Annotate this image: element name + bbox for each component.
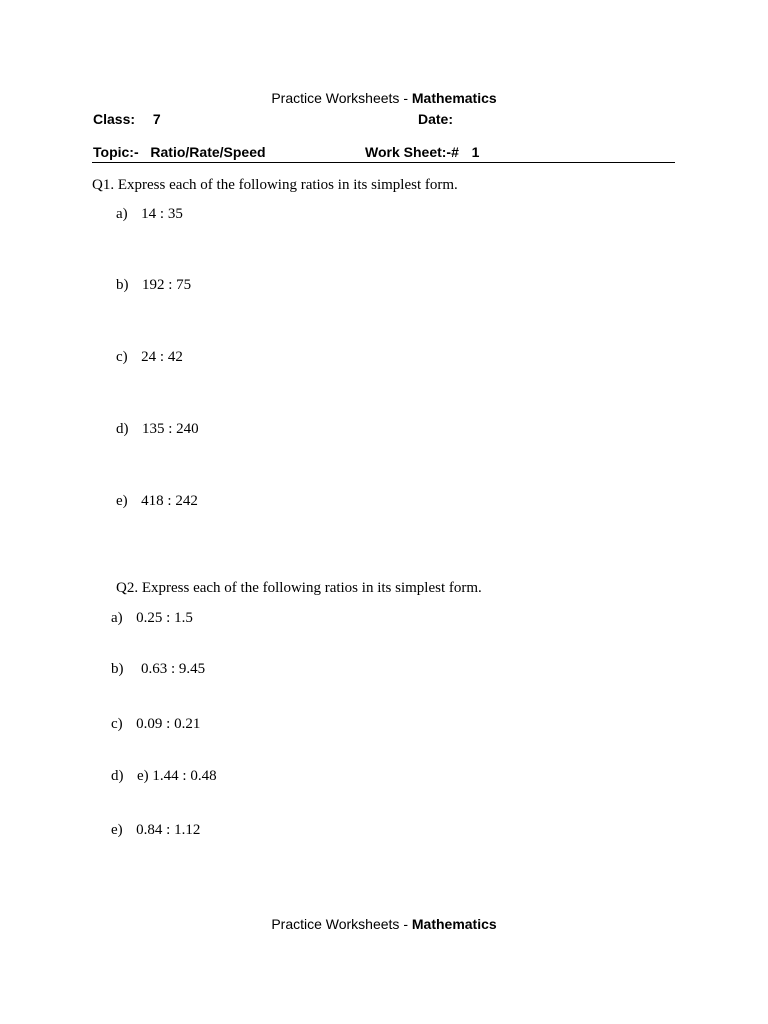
worksheet-value: 1 xyxy=(471,144,480,160)
q2-item-b xyxy=(111,661,205,678)
q2-item-a xyxy=(111,610,193,627)
page-title-prefix: Practice Worksheets - xyxy=(271,90,412,106)
footer-title-prefix: Practice Worksheets - xyxy=(271,916,412,932)
class-field xyxy=(93,111,161,127)
item-label: d) xyxy=(116,421,129,437)
date-label: Date: xyxy=(418,111,454,127)
topic-label: Topic:- xyxy=(93,144,139,160)
item-text: 0.63 : 9.45 xyxy=(141,661,206,677)
item-label: d) xyxy=(111,768,124,784)
class-value: 7 xyxy=(152,111,161,127)
item-label: e) xyxy=(111,822,123,838)
item-label: c) xyxy=(116,349,128,365)
item-label: a) xyxy=(116,206,128,222)
item-text: 0.09 : 0.21 xyxy=(136,716,201,732)
item-text: 192 : 75 xyxy=(142,277,192,293)
item-label: c) xyxy=(111,716,123,732)
q1-item-b xyxy=(116,277,191,294)
item-label: e) xyxy=(116,493,128,509)
item-label: a) xyxy=(111,610,123,626)
question-1-prompt: Q1. Express each of the following ratios in its simplest form. xyxy=(92,177,458,193)
item-text: 14 : 35 xyxy=(141,206,183,222)
date-field xyxy=(418,111,453,127)
item-text: 0.84 : 1.12 xyxy=(136,822,201,838)
item-text: 135 : 240 xyxy=(142,421,199,437)
q2-item-c xyxy=(111,716,200,733)
item-label: b) xyxy=(116,277,129,293)
worksheet-label: Work Sheet:-# xyxy=(365,144,459,160)
question-2-prompt: Q2. Express each of the following ratios in its simplest form. xyxy=(116,580,482,596)
item-label: b) xyxy=(111,661,124,677)
footer-title-subject: Mathematics xyxy=(411,916,497,932)
item-text: 24 : 42 xyxy=(141,349,183,365)
q1-item-d xyxy=(116,421,199,438)
q1-item-c xyxy=(116,349,183,366)
item-text: 0.25 : 1.5 xyxy=(136,610,193,626)
page-title xyxy=(0,90,768,106)
topic-value: Ratio/Rate/Speed xyxy=(150,144,266,160)
class-label: Class: xyxy=(93,111,136,127)
q1-item-e xyxy=(116,493,198,510)
footer-title xyxy=(0,916,768,932)
q2-item-d xyxy=(111,768,217,785)
topic-field xyxy=(93,144,266,160)
item-text: e) 1.44 : 0.48 xyxy=(137,768,217,784)
page-title-subject: Mathematics xyxy=(411,90,497,106)
q2-item-e xyxy=(111,822,200,839)
worksheet-field xyxy=(365,144,479,160)
q1-item-a xyxy=(116,206,183,223)
item-text: 418 : 242 xyxy=(141,493,198,509)
header-divider xyxy=(92,162,675,163)
